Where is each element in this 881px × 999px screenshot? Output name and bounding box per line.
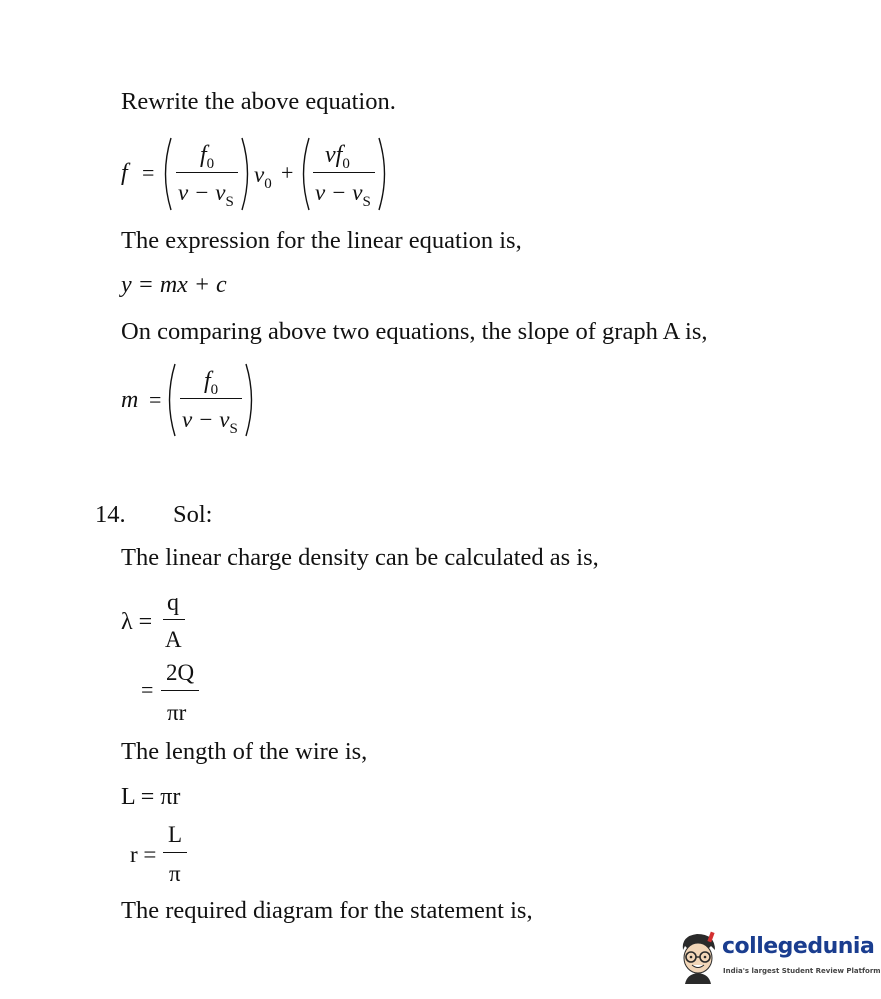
text-comparing: On comparing above two equations, the slope of graph A is, [121, 318, 708, 345]
eq4-fraction-bar-1 [163, 619, 185, 620]
text-linear-expression: The expression for the linear equation is, [121, 227, 522, 254]
eq1-left-paren-2 [297, 136, 311, 212]
eq3-num: $f_0$ [204, 368, 219, 398]
eq3-lhs: m [121, 387, 139, 413]
eq4-equals-2: = [141, 677, 154, 702]
eq3-den: $v - v_S$ [182, 407, 238, 437]
eq3-fraction-bar [180, 398, 242, 399]
eq6-lhs: r = [130, 842, 157, 867]
eq1-left-paren-1 [159, 136, 173, 212]
brand-tagline: India's largest Student Review Platform [723, 967, 881, 975]
text-required-diagram: The required diagram for the statement is, [121, 897, 533, 924]
solution-label: Sol: [173, 501, 213, 528]
eq4-den2: πr [167, 700, 187, 725]
eq1-den2: $v - v_S$ [315, 180, 371, 210]
eq1-fraction-bar-2 [313, 172, 375, 173]
eq3-left-paren [163, 362, 177, 438]
eq1-right-paren-2 [377, 136, 391, 212]
eq1-den1: $v - v_S$ [178, 180, 234, 210]
eq6-num: L [168, 822, 183, 847]
equation-length: L = πr [121, 784, 181, 810]
eq1-mult: $v_0$ [254, 162, 272, 192]
eq1-plus: + [281, 160, 294, 185]
equation-linear: y = mx + c [121, 272, 227, 298]
eq1-lhs: f [121, 160, 128, 186]
eq3-equals: = [149, 387, 162, 412]
eq3-right-paren [244, 362, 258, 438]
text-linear-charge-density: The linear charge density can be calculated as is, [121, 544, 599, 571]
eq1-right-paren-1 [240, 136, 254, 212]
eq1-num2: $vf_0$ [325, 142, 350, 172]
text-rewrite: Rewrite the above equation. [121, 88, 396, 115]
eq4-lhs: λ = [121, 609, 153, 635]
eq1-fraction-bar-1 [176, 172, 238, 173]
brand-name: collegedunia [722, 934, 875, 959]
eq4-num2: 2Q [166, 660, 195, 685]
question-number: 14. [95, 501, 126, 528]
eq4-den: A [165, 627, 182, 652]
eq6-den: π [169, 861, 181, 886]
text-length-of-wire: The length of the wire is, [121, 738, 368, 765]
eq1-equals: = [142, 160, 155, 185]
student-mascot-icon [675, 928, 721, 984]
eq4-num: q [167, 590, 179, 616]
eq4-fraction-bar-2 [161, 690, 199, 691]
eq6-fraction-bar [163, 852, 187, 853]
collegedunia-logo [675, 928, 881, 988]
eq1-num1: $f_0$ [200, 142, 215, 172]
